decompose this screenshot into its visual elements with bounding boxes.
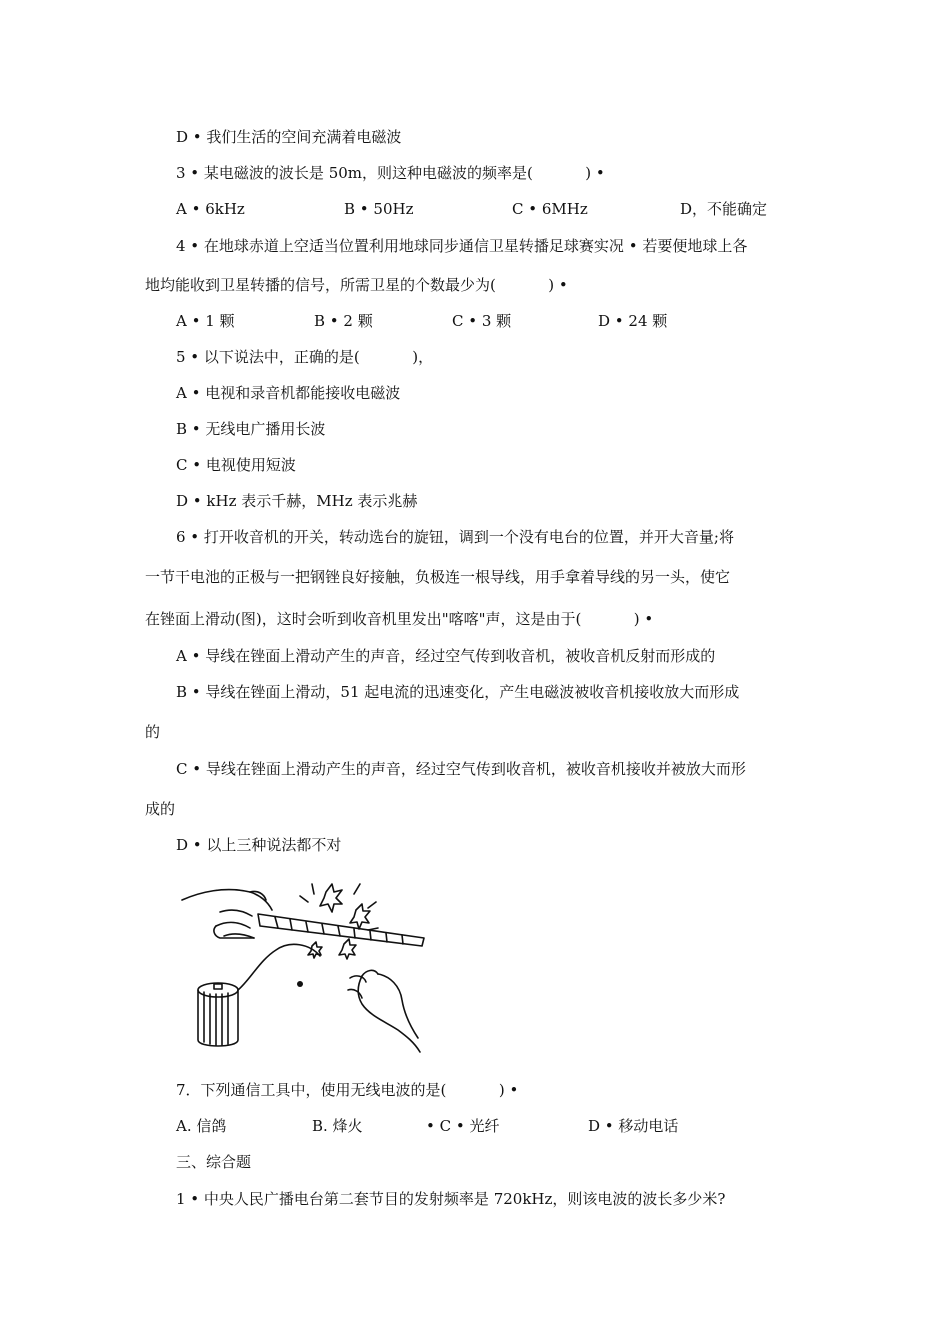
q3-option-a: A • 6kHz <box>176 200 245 218</box>
q6-option-b-line2: 的 <box>145 723 161 741</box>
q6-stem-line1: 6 • 打开收音机的开关，转动选台的旋钮，调到一个没有电台的位置，并开大音量;将 <box>176 528 734 546</box>
q3-stem: 3 • 某电磁波的波长是 50m，则这种电磁波的频率是( ) • <box>176 164 605 182</box>
battery-file-illustration <box>180 880 430 1055</box>
section-3-q1: 1 • 中央人民广播电台第二套节目的发射频率是 720kHz，则该电波的波长多少米? <box>176 1190 726 1208</box>
q2-option-d: D • 我们生活的空间充满着电磁波 <box>176 128 402 146</box>
q3-option-c: C • 6MHz <box>512 200 588 218</box>
q7-option-a: A. 信鸽 <box>176 1117 227 1135</box>
q7-option-b: B. 烽火 <box>312 1117 363 1135</box>
q4-option-a: A • 1 颗 <box>176 312 235 330</box>
q5-stem: 5 • 以下说法中，正确的是( )， <box>176 348 434 366</box>
q4-stem-line1: 4 • 在地球赤道上空适当位置利用地球同步通信卫星转播足球赛实况 • 若要便地球上各 <box>176 237 748 255</box>
q6-option-a: A • 导线在锉面上滑动产生的声音，经过空气传到收音机，被收音机反射而形成的 <box>176 647 716 665</box>
q7-stem: 7．下列通信工具中，使用无线电波的是( ) • <box>176 1081 519 1099</box>
q4-option-b: B • 2 颗 <box>314 312 373 330</box>
q5-option-d: D • kHz 表示千赫，MHz 表示兆赫 <box>176 492 418 510</box>
q6-option-c-line1: C • 导线在锉面上滑动产生的声音，经过空气传到收音机，被收音机接收并被放大而形 <box>176 760 746 778</box>
q6-option-c-line2: 成的 <box>145 800 176 818</box>
q5-option-a: A • 电视和录音机都能接收电磁波 <box>176 384 401 402</box>
q6-option-b-line1: B • 导线在锉面上滑动，51 起电流的迅速变化，产生电磁波被收音机接收放大而形成 <box>176 683 740 701</box>
q6-stem-line3: 在锉面上滑动(图)，这时会听到收音机里发出"喀喀"声，这是由于( ) • <box>145 610 654 628</box>
q6-option-d: D • 以上三种说法都不对 <box>176 836 342 854</box>
q4-option-c: C • 3 颗 <box>452 312 512 330</box>
section-3-heading: 三、综合题 <box>176 1153 252 1171</box>
q6-stem-line2: 一节干电池的正极与一把钢锉良好接触，负极连一根导线，用手拿着导线的另一头，使它 <box>145 568 731 586</box>
q4-option-d: D • 24 颗 <box>598 312 668 330</box>
q7-option-c: • C • 光纤 <box>426 1117 500 1135</box>
q5-option-c: C • 电视使用短波 <box>176 456 296 474</box>
q7-option-d: D • 移动电话 <box>588 1117 679 1135</box>
q3-option-b: B • 50Hz <box>344 200 414 218</box>
q4-stem-line2: 地均能收到卫星转播的信号，所需卫星的个数最少为( ) • <box>145 276 568 294</box>
q5-option-b: B • 无线电广播用长波 <box>176 420 326 438</box>
q3-option-d: D，不能确定 <box>680 200 768 218</box>
